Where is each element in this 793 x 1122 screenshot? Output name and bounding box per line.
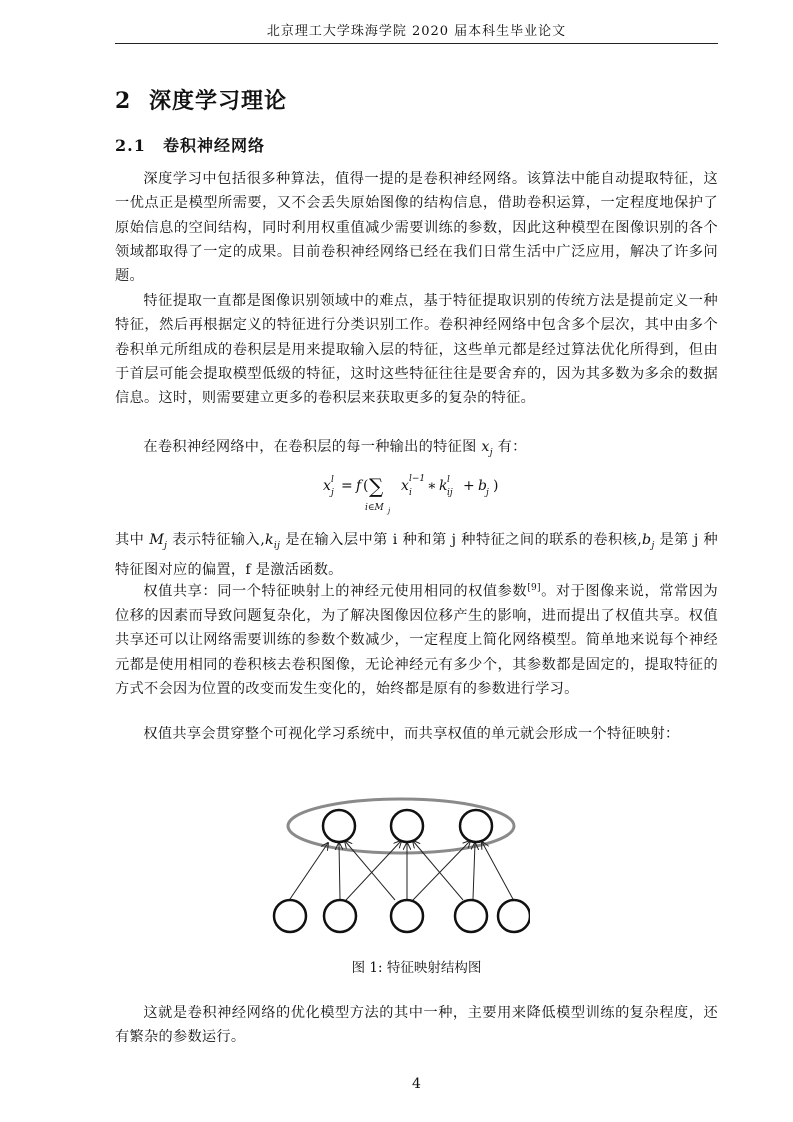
input-node (274, 900, 306, 932)
formula-sum-sub-j: j (388, 507, 391, 515)
input-node (498, 900, 530, 932)
text-run: 在卷积神经网络中，在卷积层的每一种输出的特征图 (143, 439, 477, 455)
feature-map-node (460, 810, 492, 842)
math-subscript: j (164, 540, 168, 551)
math-symbol: b (642, 532, 652, 548)
chapter-heading (115, 84, 287, 115)
paragraph-intro: 深度学习中包括很多种算法，值得一提的是卷积神经网络。该算法中能自动提取特征，这一优点正是模型所需要，又不会丢失原始图像的结构信息，借助卷积运算，一定程度地保护了原始信息的空间结构，同时利用权重值减少需要训练的参数，因此这种模型在图像识别的各个领域都取得了一定的成果。目前卷积神经网络已经在我们日常生活中广泛应用，解决了许多问题。 (115, 171, 718, 285)
feature-map-node (323, 810, 355, 842)
math-subscript: j (489, 447, 493, 458)
formula-term-x: x (401, 478, 409, 494)
math-var (481, 439, 493, 458)
formula-b-sub: j (486, 488, 489, 498)
citation: [9] (527, 583, 541, 593)
text-run: 是第 j 种特征图对应的偏置，f 是激活函数。 (115, 532, 718, 579)
formula-b: b (478, 478, 487, 494)
paragraph-feature-mapping: 权值共享会贯穿整个可视化学习系统中，而共享权值的单元就会形成一个特征映射： (143, 726, 680, 742)
connection-line (482, 842, 514, 901)
formula-plus: + (463, 478, 475, 494)
connection-line (339, 843, 340, 899)
running-header: 北京理工大学珠海学院 2020 届本科生毕业论文 (266, 24, 567, 39)
math-var (149, 532, 168, 551)
formula-term-sup: l−1 (409, 474, 426, 484)
formula-lhs-sub: j (331, 488, 334, 498)
chapter-title: 深度学习理论 (149, 88, 288, 114)
header-rule (115, 43, 718, 44)
formula-sum: ∑ (369, 474, 384, 498)
formula-f: f (356, 478, 362, 494)
connection-line (345, 841, 395, 900)
paragraph-feature-map-intro (115, 435, 718, 465)
text-run: 其中 (115, 532, 150, 548)
paragraph-conclusion: 这就是卷积神经网络的优化模型方法的其中一种，主要用来降低模型训练的复杂程度，还有繁杂的参数运行。 (115, 1005, 718, 1046)
formula-k-sub: ij (447, 488, 453, 498)
text-run: 权值共享：同一个特征映射上的神经元使用相同的权值参数 (143, 583, 528, 600)
formula-k: k (439, 478, 448, 494)
math-symbol: k (265, 532, 274, 548)
formula-k-sup: l (447, 475, 450, 485)
formula-star: ∗ (427, 478, 437, 494)
math-var (265, 532, 281, 551)
formula-open-paren: ( (363, 478, 369, 494)
math-var (642, 532, 655, 551)
formula-equals: = (341, 478, 353, 494)
chapter-number: 2 (115, 88, 132, 114)
formula-lhs-sup: l (331, 475, 334, 485)
paragraph-feature-extraction: 特征提取一直都是图像识别领域中的难点，基于特征提取识别的传统方法是提前定义一种特征，然后再根据定义的特征进行分类识别工作。卷积神经网络中包含多个层次，其中由多个卷积单元所组成的卷积层是用来提取输入层的特征，这些单元都是经过算法优化所得到，但由于首层可能会提取模型低级的特征，这时这些特征往往是要舍弃的，因为其多数为多余的数据信息。这时，则需要建立更多的卷积层来获取更多的复杂的特征。 (115, 293, 718, 407)
text-run: 。对于图像来说，常常因为位移的因素而导致问题复杂化，为了解决图像因位移产生的影响，进而提出了权值共享。权值共享还可以让网络需要训练的参数个数减少，一定程度上简化网络模型。简单地来说每个神经元都是使用相同的卷积核去卷积图像，无论神经元有多少个，其参数都是固定的，提取特征的方式不会因为位置的改变而发生变化的，始终都是原有的参数进行学习。 (115, 583, 718, 697)
section-number: 2.1 (115, 136, 146, 155)
math-subscript: ij (273, 540, 281, 551)
formula-lhs-x: x (323, 478, 331, 494)
paragraph-formula-explanation (115, 528, 718, 582)
math-symbol: M (149, 532, 165, 548)
input-node (455, 900, 487, 932)
convolution-formula (323, 466, 523, 516)
formula-sum-sub: i∈M (365, 503, 384, 513)
section-heading (115, 133, 265, 156)
paragraph-weight-sharing (115, 576, 718, 701)
text-run: 是在输入层中第 i 种和第 j 种特征之间的联系的卷积核, (280, 532, 643, 548)
text-run: 表示特征输入, (167, 532, 266, 548)
formula-close-paren: ) (493, 478, 499, 494)
section-title: 卷积神经网络 (163, 136, 266, 155)
formula-term-sub: i (409, 488, 412, 498)
input-node (391, 900, 423, 932)
feature-map-node (391, 810, 423, 842)
math-subscript: j (651, 540, 655, 551)
connection-line (473, 843, 475, 899)
math-symbol: x (481, 439, 490, 455)
text-run: 有： (492, 439, 527, 455)
page-number: 4 (412, 1076, 421, 1092)
feature-map-diagram (270, 795, 530, 940)
input-node (324, 900, 356, 932)
connection-line (288, 843, 328, 902)
figure-caption: 图 1: 特征映射结构图 (351, 960, 482, 976)
